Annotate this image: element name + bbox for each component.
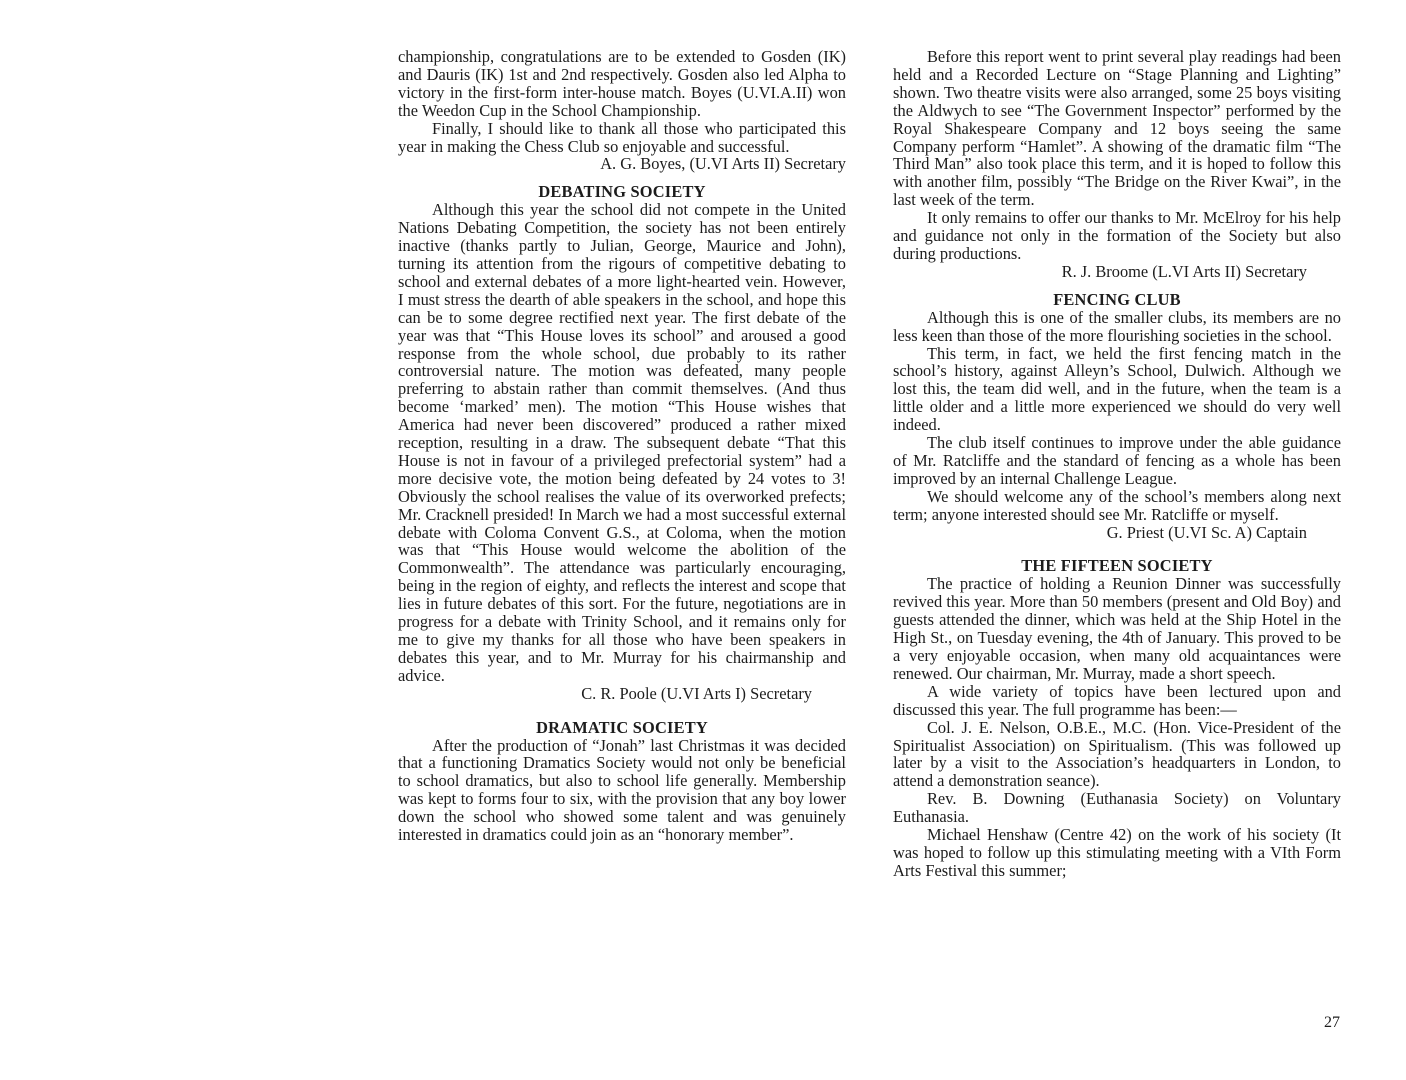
dramatic-paragraph-2: Before this report went to print several play readings had been held and a Recorded Lecture on “Stage Planning and Lighting” shown. Two theatre visits were also arranged, some 25 boys visiting the Aldwych to see “The Government Inspector” performed by the Royal Shakespeare Company and 12 boys seeing the same Company perform “Hamlet”. A showing of the dramatic film “The Third Man” also took place this term, and it is hoped to follow this with another film, possibly “The Bridge on the River Kwai”, in the last week of the term. (893, 47, 1341, 210)
dramatic-society-report (398, 719, 846, 844)
dramatic-signature: R. J. Broome (L.VI Arts II) Secretary (1061, 261, 1307, 281)
fencing-paragraph-2: This term, in fact, we held the first fencing match in the school’s history, against Alleyn’s School, Dulwich. Although we lost this, the team did well, and in the future, when the team is a little older and a little more experienced we should do very well indeed. (893, 343, 1341, 435)
chess-club-report (398, 48, 846, 173)
fencing-paragraph-4: We should welcome any of the school’s members along next term; anyone interested should see Mr. Ratcliffe or myself. (893, 486, 1341, 524)
fifteen-paragraph-5: Michael Henshaw (Centre 42) on the work of his society (It was hoped to follow up this stimulating meeting with a VIth Form Arts Festival this summer; (893, 825, 1341, 880)
fifteen-paragraph-3: Col. J. E. Nelson, O.B.E., M.C. (Hon. Vice-President of the Spiritualist Association) on Spiritualism. (This was followed up later by a visit to the Association’s headquarters in London, to attend a demonstration seance). (893, 717, 1341, 791)
fifteen-paragraph-2: A wide variety of topics have been lectured upon and discussed this year. The full programme has been:— (893, 681, 1341, 719)
fencing-heading: FENCING CLUB (1053, 289, 1181, 309)
dramatic-paragraph-1: After the production of “Jonah” last Christmas it was decided that a functioning Dramatics Society would not only be beneficial to school dramatics, but also to school life generally. Membership was kept to forms four to six, with the provision that any boy lower down the school who showed some talent and was genuinely interested in dramatics could join as an “honorary member”. (398, 735, 846, 845)
fifteen-society-report (893, 557, 1341, 879)
fencing-paragraph-1: Although this is one of the smaller clubs, its members are no less keen than those of the more flourishing societies in the school. (893, 307, 1341, 345)
left-column (398, 48, 846, 844)
fencing-club-report (893, 291, 1341, 542)
debating-signature: C. R. Poole (U.VI Arts I) Secretary (581, 683, 812, 703)
chess-signature: A. G. Boyes, (U.VI Arts II) Secretary (600, 154, 846, 174)
dramatic-heading: DRAMATIC SOCIETY (536, 717, 708, 737)
dramatic-paragraph-3: It only remains to offer our thanks to Mr. McElroy for his help and guidance not only in the formation of the Society but also during productions. (893, 208, 1341, 263)
debating-paragraph-1: Although this year the school did not compete in the United Nations Debating Competition, the society has not been entirely inactive (thanks partly to Julian, George, Maurice and John), turning its attention from the rigours of competitive debating to school and external debates of a more light-hearted vein. However, I must stress the dearth of able speakers in the school, and hope this can be to some degree rectified next year. The first debate of the year was that “This House loves its school” and aroused a good response from the whole school, due probably to its rather controversial nature. The motion was defeated, many people preferring to abstain rather than commit themselves. (And thus become ‘marked’ men). The motion “This House wishes that America had never been discovered” produced a rather mixed reception, resulting in a draw. The subsequent debate “That this House is not in favour of a privileged prefectorial system” had a more decisive vote, the motion being defeated by 24 votes to 3! Obviously the school realises the value of its overworked prefects; Mr. Cracknell presided! In March we had a most successful external debate with Coloma Convent G.S., at Coloma, when the motion was that “This House would welcome the abolition of the Commonwealth”. The attendance was particularly encouraging, being in the region of eighty, and reflects the interest and scope that lies in future debates of this sort. For the future, negotiations are in progress for a debate with Trinity School, and it remains only for me to give my thanks for all those who have been speakers in debates this year, and to Mr. Murray for his chairmanship and advice. (398, 200, 846, 685)
fifteen-heading: THE FIFTEEN SOCIETY (1021, 556, 1213, 576)
dramatic-society-continued (893, 48, 1341, 281)
fencing-paragraph-3: The club itself continues to improve under the able guidance of Mr. Ratcliffe and the standard of fencing as a whole has been improved by an internal Challenge League. (893, 433, 1341, 488)
page-number: 27 (1324, 1014, 1340, 1031)
debating-heading: DEBATING SOCIETY (538, 182, 706, 202)
right-column (893, 48, 1341, 880)
debating-society-report (398, 183, 846, 702)
chess-paragraph-1: championship, congratulations are to be extended to Gosden (IK) and Dauris (IK) 1st and 2nd respectively. Gosden also led Alpha to victory in the first-form inter-house match. Boyes (U.VI.A.II) won the Weedon Cup in the School Championship. (398, 47, 846, 120)
fencing-signature: G. Priest (U.VI Sc. A) Captain (1106, 522, 1307, 542)
fifteen-paragraph-1: The practice of holding a Reunion Dinner was successfully revived this year. More than 50 members (present and Old Boy) and guests attended the dinner, which was held at the Ship Hotel in the High St., on Tuesday evening, the 4th of January. This proved to be a very enjoyable occasion, when many old acquaintances were renewed. Our chairman, Mr. Murray, made a short speech. (893, 574, 1341, 683)
fifteen-paragraph-4: Rev. B. Downing (Euthanasia Society) on Voluntary Euthanasia. (893, 789, 1341, 827)
chess-paragraph-2: Finally, I should like to thank all those who participated this year in making the Chess Club so enjoyable and successful. (398, 118, 846, 156)
